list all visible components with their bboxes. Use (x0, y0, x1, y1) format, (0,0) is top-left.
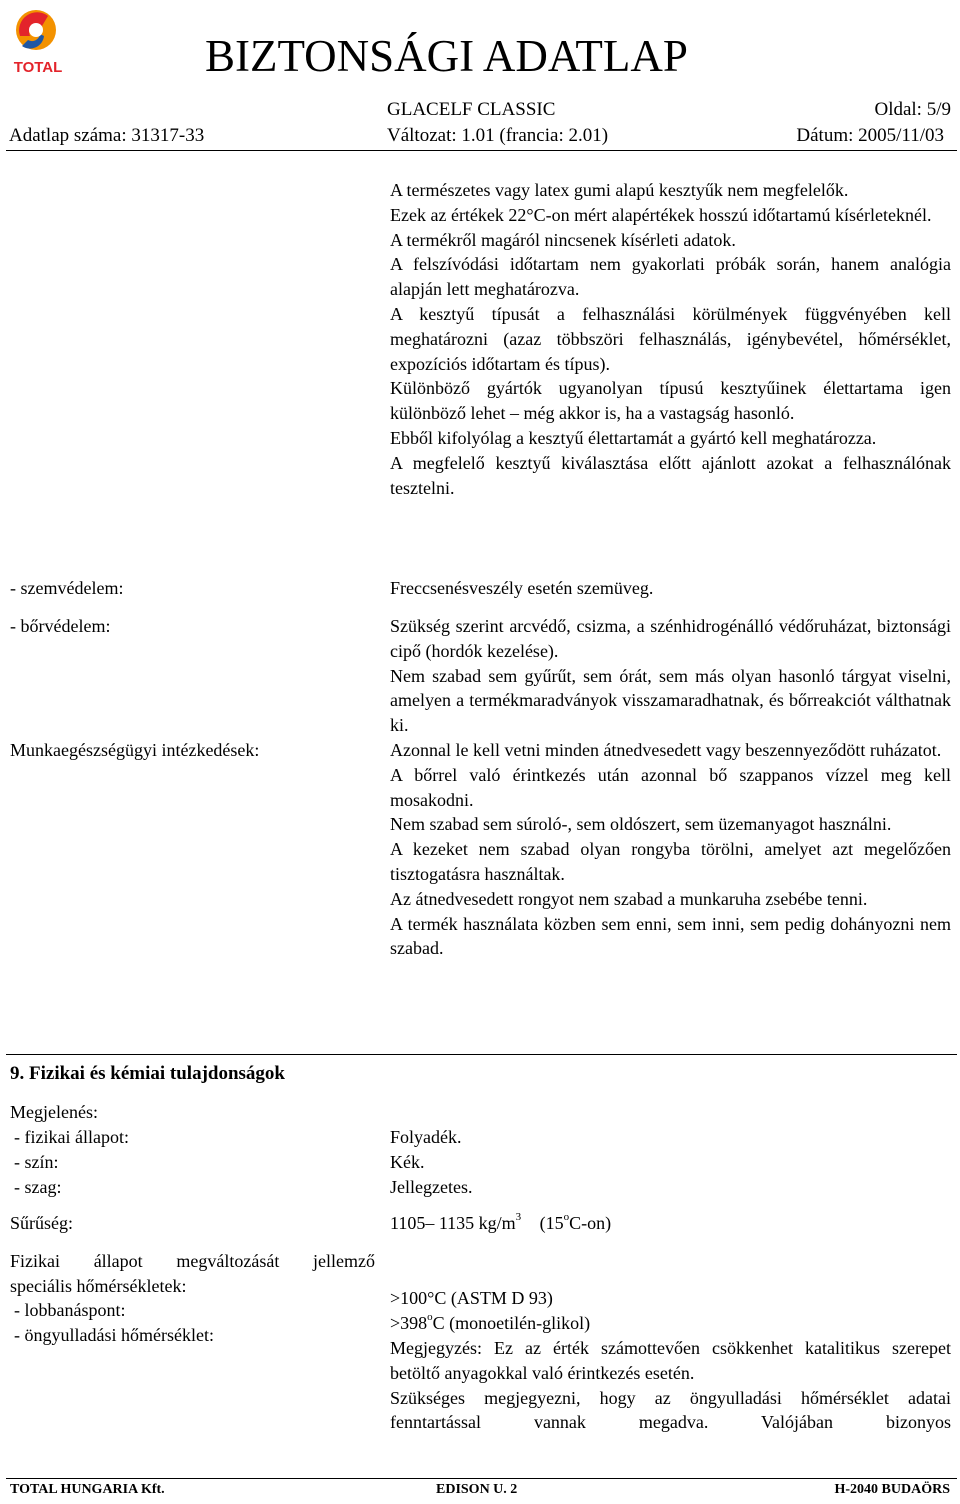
note-line: Megjegyzés: Ez az érték számottevően csökkenhet katalitikus szerepet betöltő anyagokkal való érintkezés esetén. (390, 1338, 951, 1383)
hygiene-line: Nem szabad sem súroló-, sem oldószert, sem üzemanyagot használni. (390, 814, 892, 835)
degree-mark: o (427, 1311, 433, 1323)
color-label: - szín: (14, 1152, 59, 1172)
header-rule (6, 150, 957, 151)
autoignition-unit: C (monoetilén-glikol) (432, 1313, 591, 1333)
hygiene-line: A termék használata közben sem enni, sem inni, sem pedig dohányozni nem szabad. (390, 913, 951, 959)
gloves-line: A kesztyű típusát a felhasználási körülmények függvényében kell meghatározni (azaz többszöri felhasználás, igénybevétel, hőmérséklet, expozíciós időtartam és típus). (390, 303, 951, 374)
eye-protection-value: Freccsenésveszély esetén szemüveg. (390, 578, 654, 598)
total-logo (8, 6, 68, 78)
gloves-line: Ebből kifolyólag a kesztyű élettartamát a gyártó kell meghatározza. (390, 427, 877, 448)
hygiene-line: Azonnal le kell vetni minden átnedvesedett vagy beszennyeződött ruházatot. (390, 740, 942, 760)
state-value: Folyadék. (390, 1127, 462, 1147)
svg-text:TOTAL: TOTAL (13, 59, 63, 76)
gloves-text (390, 178, 951, 500)
notes-text (390, 1336, 951, 1435)
note-line: Szükséges megjegyezni, hogy az öngyulladási hőmérséklet adatai fenntartással vannak megadva. Valójában bizonyos (390, 1387, 951, 1433)
skin-protection-label: - bőrvédelem: (10, 616, 111, 636)
odor-label: - szag: (14, 1177, 62, 1197)
skin-line: Nem szabad sem gyűrűt, sem órát, sem más olyan hasonló tárgyat viselni, amelyen a termékmaradványok visszamaradhatnak, és bőrreakciót válthatnak ki. (390, 665, 951, 736)
page-number: Oldal: 5/9 (874, 99, 951, 120)
footer-rule (6, 1478, 957, 1479)
footer-city: H-2040 BUDAÖRS (834, 1482, 950, 1497)
gloves-line: A megfelelő kesztyű kiválasztása előtt ajánlott azokat a felhasználónak tesztelni. (390, 452, 951, 498)
autoignition-number: >398 (390, 1313, 428, 1333)
flash-point-label: - lobbanáspont: (14, 1300, 126, 1320)
odor-value: Jellegzetes. (390, 1177, 473, 1197)
degree-mark: o (563, 1211, 570, 1223)
product-name: GLACELF CLASSIC (387, 99, 556, 120)
hygiene-line: A kezeket nem szabad olyan rongyba törölni, amelyet azt megelőzően tisztogatásra használtak. (390, 839, 951, 884)
color-value: Kék. (390, 1152, 425, 1172)
version: Változat: 1.01 (francia: 2.01) (387, 125, 609, 146)
flash-point-value: >100°C (ASTM D 93) (390, 1288, 553, 1308)
density-number: 1105– 1135 kg/m (390, 1213, 516, 1233)
autoignition-value (390, 1311, 590, 1336)
date: Dátum: 2005/11/03 (796, 125, 944, 146)
skin-line: Szükség szerint arcvédő, csizma, a szénhidrogénálló védőruházat, biztonsági cipő (hordók kezelése). (390, 616, 951, 661)
section-9-title: 9. Fizikai és kémiai tulajdonságok (10, 1063, 285, 1084)
skin-protection-text (390, 614, 951, 738)
hygiene-label: Munkaegészségügyi intézkedések: (10, 740, 260, 760)
eye-protection-text (390, 576, 951, 601)
temps-label-line1: Fizikai állapot megváltozását jellemző (10, 1251, 375, 1271)
document-title: BIZTONSÁGI ADATLAP (205, 31, 688, 81)
hygiene-text (390, 738, 951, 961)
density-value (390, 1211, 611, 1236)
footer-company: TOTAL HUNGARIA Kft. (10, 1482, 165, 1497)
gloves-line: Különböző gyártók ugyanolyan típusú kesztyűinek élettartama igen különböző lehet – még akkor is, ha a vastagság hasonló. (390, 378, 951, 424)
sheet-number: Adatlap száma: 31317-33 (9, 125, 205, 146)
total-logo-icon (8, 6, 68, 78)
density-condition: (15 (539, 1213, 564, 1233)
eye-protection-label: - szemvédelem: (10, 578, 124, 598)
density-condition-unit: C-on) (569, 1213, 612, 1233)
density-label: Sűrűség: (10, 1213, 73, 1233)
section-rule (6, 1054, 957, 1055)
density-exponent: 3 (515, 1211, 522, 1223)
footer-street: EDISON U. 2 (436, 1482, 518, 1497)
hygiene-line: A bőrrel való érintkezés után azonnal bő szappanos vízzel meg kell mosakodni. (390, 764, 951, 810)
gloves-line: A természetes vagy latex gumi alapú kesztyűk nem megfelelők. (390, 180, 849, 200)
temps-label-line2: speciális hőmérsékletek: (10, 1276, 187, 1296)
gloves-line: A felszívódási időtartam nem gyakorlati próbák során, hanem analógia alapján lett meghatározva. (390, 254, 951, 300)
state-label: - fizikai állapot: (14, 1127, 129, 1147)
appearance-label: Megjelenés: (10, 1102, 98, 1122)
gloves-line: Ezek az értékek 22°C-on mért alapértékek hosszú időtartamú kísérleteknél. (390, 204, 932, 225)
gloves-line: A termékről magáról nincsenek kísérleti adatok. (390, 229, 736, 250)
hygiene-line: Az átnedvesedett rongyot nem szabad a munkaruha zsebébe tenni. (390, 888, 868, 909)
autoignition-label: - öngyulladási hőmérséklet: (14, 1325, 214, 1345)
